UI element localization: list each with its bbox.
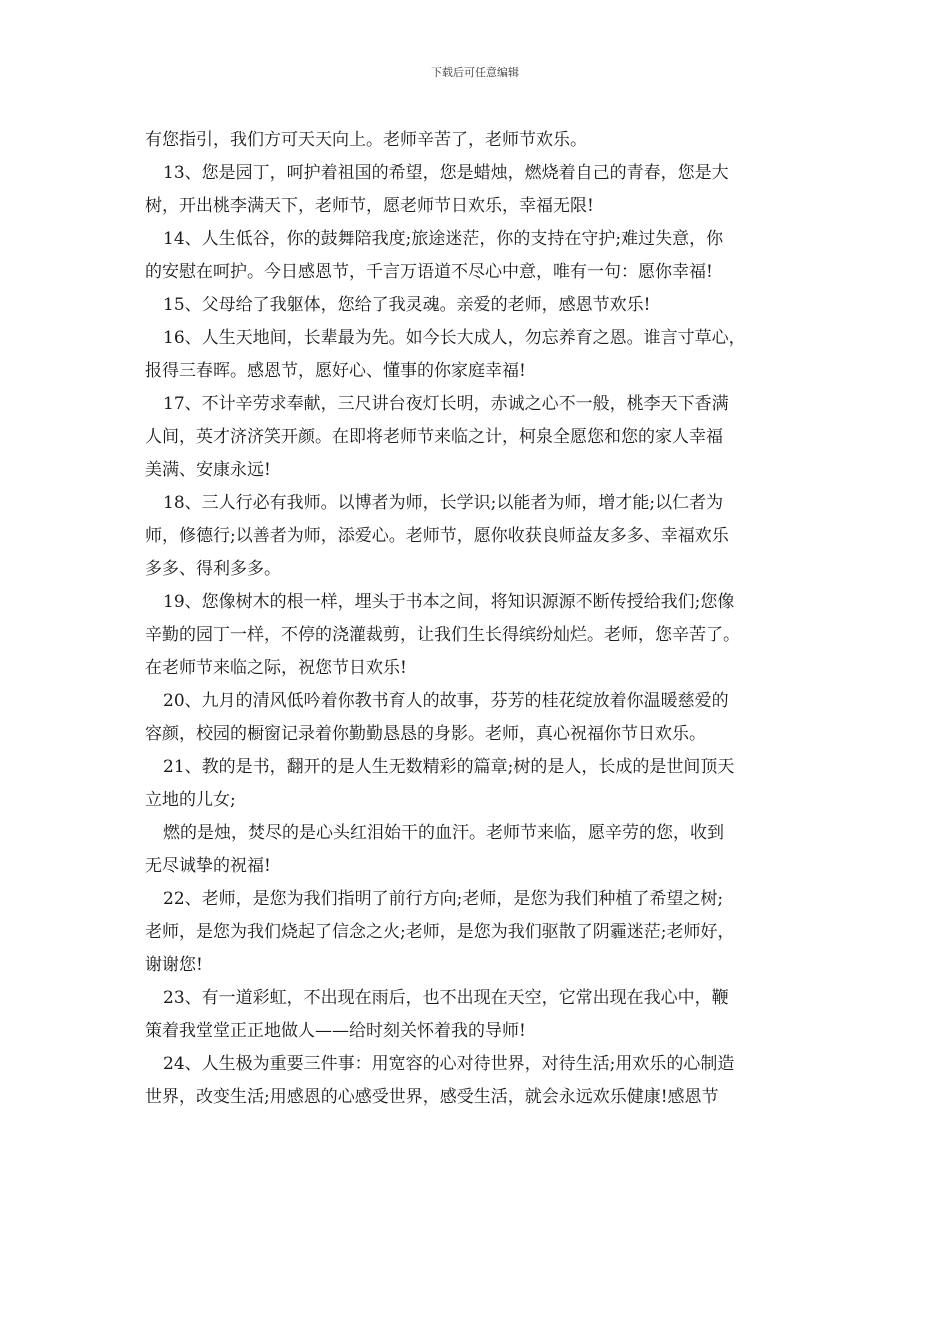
text-line: 谢谢您! xyxy=(145,955,203,975)
text-line: 19、您像树木的根一样，埋头于书本之间，将知识源源不断传授给我们;您像 xyxy=(163,592,735,612)
text-line: 辛勤的园丁一样，不停的浇灌裁剪，让我们生长得缤纷灿烂。老师，您辛苦了。 xyxy=(145,625,740,645)
text-line: 20、九月的清风低吟着你教书育人的故事，芬芳的桂花绽放着你温暖慈爱的 xyxy=(163,691,729,711)
text-line: 树，开出桃李满天下，老师节，愿老师节日欢乐，幸福无限! xyxy=(145,196,594,216)
text-line: 在老师节来临之际，祝您节日欢乐! xyxy=(145,658,407,678)
text-line: 22、老师，是您为我们指明了前行方向;老师，是您为我们种植了希望之树; xyxy=(163,889,724,909)
document-body xyxy=(145,124,821,1114)
text-line: 人间，英才济济笑开颜。在即将老师节来临之计，柯泉全愿您和您的家人幸福 xyxy=(145,427,723,447)
text-line: 18、三人行必有我师。以博者为师，长学识;以能者为师，增才能;以仁者为 xyxy=(163,493,724,513)
text-line: 老师，是您为我们烧起了信念之火;老师，是您为我们驱散了阴霾迷茫;老师好， xyxy=(145,922,735,942)
text-line: 无尽诚挚的祝福! xyxy=(145,856,271,876)
text-line: 师，修德行;以善者为师，添爱心。老师节，愿你收获良师益友多多、幸福欢乐 xyxy=(145,526,729,546)
text-line: 报得三春晖。感恩节，愿好心、懂事的你家庭幸福! xyxy=(145,361,526,381)
text-line: 17、不计辛劳求奉献，三尺讲台夜灯长明，赤诚之心不一般，桃李天下香满 xyxy=(163,394,729,414)
text-line: 美满、安康永远! xyxy=(145,460,271,480)
text-line: 世界，改变生活;用感恩的心感受世界，感受生活，就会永远欢乐健康!感恩节 xyxy=(145,1087,719,1107)
text-line: 有您指引，我们方可天天向上。老师辛苦了，老师节欢乐。 xyxy=(145,130,587,150)
text-line: 策着我堂堂正正地做人——给时刻关怀着我的导师! xyxy=(145,1021,526,1041)
text-line: 容颜，校园的橱窗记录着你勤勤恳恳的身影。老师，真心祝福你节日欢乐。 xyxy=(145,724,706,744)
text-line: 23、有一道彩虹，不出现在雨后，也不出现在天空，它常出现在我心中，鞭 xyxy=(163,988,729,1008)
text-line: 燃的是烛，焚尽的是心头红泪始干的血汗。老师节来临，愿辛劳的您，收到 xyxy=(163,823,724,843)
text-line: 24、人生极为重要三件事：用宽容的心对待世界，对待生活;用欢乐的心制造 xyxy=(163,1054,735,1074)
text-line: 16、人生天地间，长辈最为先。如今长大成人，勿忘养育之恩。谁言寸草心， xyxy=(163,328,746,348)
text-line: 多多、得利多多。 xyxy=(145,559,281,579)
text-line: 13、您是园丁，呵护着祖国的希望，您是蜡烛，燃烧着自己的青春，您是大 xyxy=(163,163,729,183)
text-line: 21、教的是书，翻开的是人生无数精彩的篇章;树的是人，长成的是世间顶天 xyxy=(163,757,735,777)
page-header: 下载后可任意编辑 xyxy=(431,66,519,79)
text-line: 15、父母给了我躯体，您给了我灵魂。亲爱的老师，感恩节欢乐! xyxy=(163,295,651,315)
text-line: 14、人生低谷，你的鼓舞陪我度;旅途迷茫，你的支持在守护;难过失意，你 xyxy=(163,229,724,249)
text-line: 立地的儿女; xyxy=(145,790,236,810)
text-line: 的安慰在呵护。今日感恩节，千言万语道不尽心中意，唯有一句：愿你幸福! xyxy=(145,262,713,282)
